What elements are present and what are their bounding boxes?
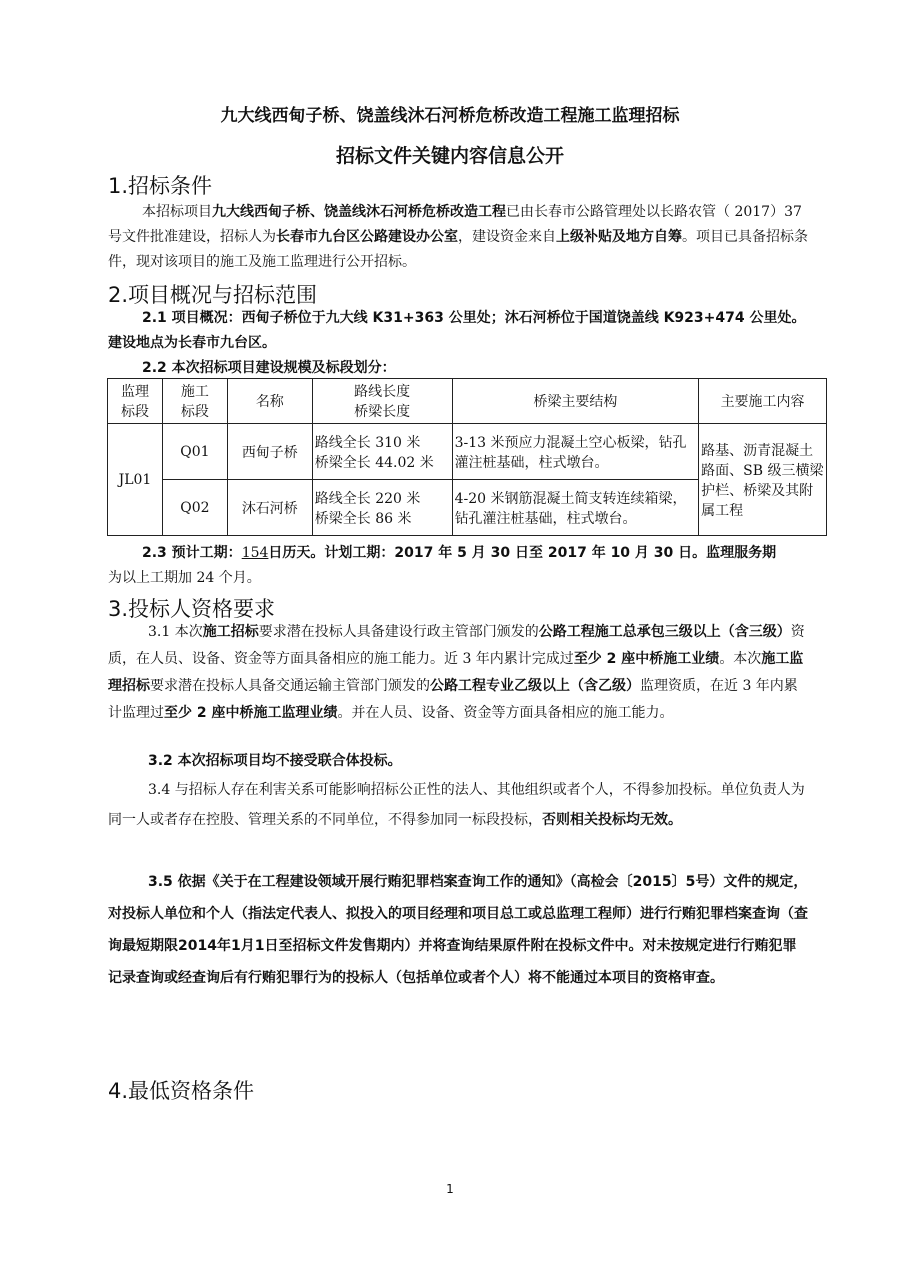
tenderer-name: 长春市九台区公路建设办公室 bbox=[276, 229, 458, 245]
text: 监理资质，在近 3 年内累计监理过 bbox=[108, 678, 798, 721]
section-2-1-paragraph bbox=[108, 306, 808, 356]
text: 3.4 与招标人存在利害关系可能影响招标公正性的法人、其他组织或者个人，不得参加投标。单位负责人为同一人或者存在控股、管理关系的不同单位，不得参加同一标段投标， bbox=[108, 782, 805, 828]
document-subtitle: 招标文件关键内容信息公开 bbox=[335, 145, 564, 167]
text: 3.5 依据《关于在工程建设领域开展行贿犯罪档案查询工作的通知》（高检会〔2015〕5号）文件的规定，对投标人单位和个人（指法定代表人、拟投入的项目经理和项目总工或总监理工程师）进行行贿犯罪档案查询（查询最短期限2014年1月1日至招标文件发售期内）并将查询结果原件附在投标文件中。对未按规定进行行贿犯罪记录查询或经查询后有行贿犯罪行为的投标人（包括单位或者个人）将不能通过本项目的资格审查。 bbox=[108, 874, 808, 986]
text: 至少 2 座中桥施工业绩 bbox=[573, 651, 720, 667]
header-cell: 桥梁主要结构 bbox=[452, 379, 699, 424]
text: 至少 2 座中桥施工监理业绩 bbox=[164, 705, 338, 721]
table-cell: 3-13 米预应力混凝土空心板梁，钻孔灌注桩基础，柱式墩台。 bbox=[452, 424, 699, 480]
text: 为以上工期加 24 个月。 bbox=[108, 570, 261, 586]
scale-heading: 2.2 本次招标项目建设规模及标段划分： bbox=[142, 360, 396, 376]
table-cell: 路基、沥青混凝土路面、SB 级三横梁护栏、桥梁及其附属工程 bbox=[699, 424, 827, 536]
text: ，建设资金来自 bbox=[458, 229, 556, 245]
text: 2.3 预计工期： bbox=[142, 545, 242, 561]
text: 施工招标 bbox=[202, 624, 259, 640]
table-cell: Q02 bbox=[162, 480, 227, 536]
project-overview: 2.1 项目概况：西甸子桥位于九大线 K31+363 公里处；沐石河桥位于国道饶盖线 K923+474 公里处。建设地点为长春市九台区。 bbox=[108, 310, 806, 351]
table-cell: JL01 bbox=[108, 424, 163, 536]
header-cell: 监理 标段 bbox=[108, 379, 163, 424]
section-3-4-paragraph bbox=[108, 775, 808, 835]
text: 要求潜在投标人具备交通运输主管部门颁发的 bbox=[150, 678, 430, 694]
text: 。本次 bbox=[719, 651, 762, 667]
text: 日历天。计划工期：2017 年 5 月 30 日至 2017 年 10 月 30 日。监理服务期 bbox=[268, 545, 777, 561]
table-cell: 路线全长 220 米 桥梁全长 86 米 bbox=[312, 480, 452, 536]
table-cell: 沐石河桥 bbox=[227, 480, 312, 536]
section-2-heading: 2.项目概况与招标范围 bbox=[108, 283, 318, 307]
page-number: 1 bbox=[446, 1182, 454, 1196]
text: 公路工程专业乙级以上（含乙级） bbox=[430, 678, 640, 694]
duration-days: 154 bbox=[241, 545, 269, 561]
text: 。并在人员、设备、资金等方面具备相应的施工能力。 bbox=[337, 705, 674, 721]
text: 公路工程施工总承包三级以上（含三级） bbox=[538, 624, 791, 640]
project-name: 九大线西甸子桥、饶盖线沐石河桥危桥改造工程 bbox=[212, 204, 506, 220]
table-cell: 路线全长 310 米 桥梁全长 44.02 米 bbox=[312, 424, 452, 480]
text: 。项目已具备招标条件，现对该项目的施工及施工监理进行公开招标。 bbox=[108, 229, 808, 270]
header-cell: 名称 bbox=[227, 379, 312, 424]
funding-source: 上级补贴及地方自筹 bbox=[556, 229, 682, 245]
table-cell: 西甸子桥 bbox=[227, 424, 312, 480]
header-cell: 施工 标段 bbox=[162, 379, 227, 424]
text: 要求潜在投标人具备建设行政主管部门颁发的 bbox=[258, 624, 539, 640]
text: 否则相关投标均无效。 bbox=[542, 812, 682, 828]
section-3-heading: 3.投标人资格要求 bbox=[108, 597, 276, 621]
table-cell: Q01 bbox=[162, 424, 227, 480]
text: 施工监理招标 bbox=[108, 651, 804, 694]
text: 本招标项目 bbox=[142, 204, 212, 220]
table-cell: 4-20 米钢筋混凝土简支转连续箱梁，钻孔灌注桩基础，柱式墩台。 bbox=[452, 480, 699, 536]
section-3-1-paragraph bbox=[108, 619, 808, 727]
text: 资质，在人员、设备、资金等方面具备相应的施工能力。近 3 年内累计完成过 bbox=[108, 624, 805, 667]
header-cell: 主要施工内容 bbox=[699, 379, 827, 424]
table-row bbox=[108, 424, 827, 480]
document-title: 九大线西甸子桥、饶盖线沐石河桥危桥改造工程施工监理招标 bbox=[220, 106, 680, 126]
section-1-paragraph bbox=[108, 200, 808, 275]
section-3-2-paragraph bbox=[108, 749, 808, 774]
table-header-row bbox=[108, 379, 827, 424]
header-cell: 路线长度 桥梁长度 bbox=[312, 379, 452, 424]
section-3-5-paragraph bbox=[108, 866, 808, 994]
tender-table bbox=[107, 378, 827, 536]
section-2-3-paragraph bbox=[108, 541, 818, 591]
text: 3.1 本次 bbox=[148, 624, 203, 640]
section-4-heading: 4.最低资格条件 bbox=[108, 1079, 255, 1103]
text: 已由长春市公路管理处以长路农管（ 2017）37 号文件批准建设，招标人为 bbox=[108, 204, 802, 245]
section-1-heading: 1.招标条件 bbox=[108, 174, 213, 198]
text: 3.2 本次招标项目均不接受联合体投标。 bbox=[148, 753, 402, 769]
